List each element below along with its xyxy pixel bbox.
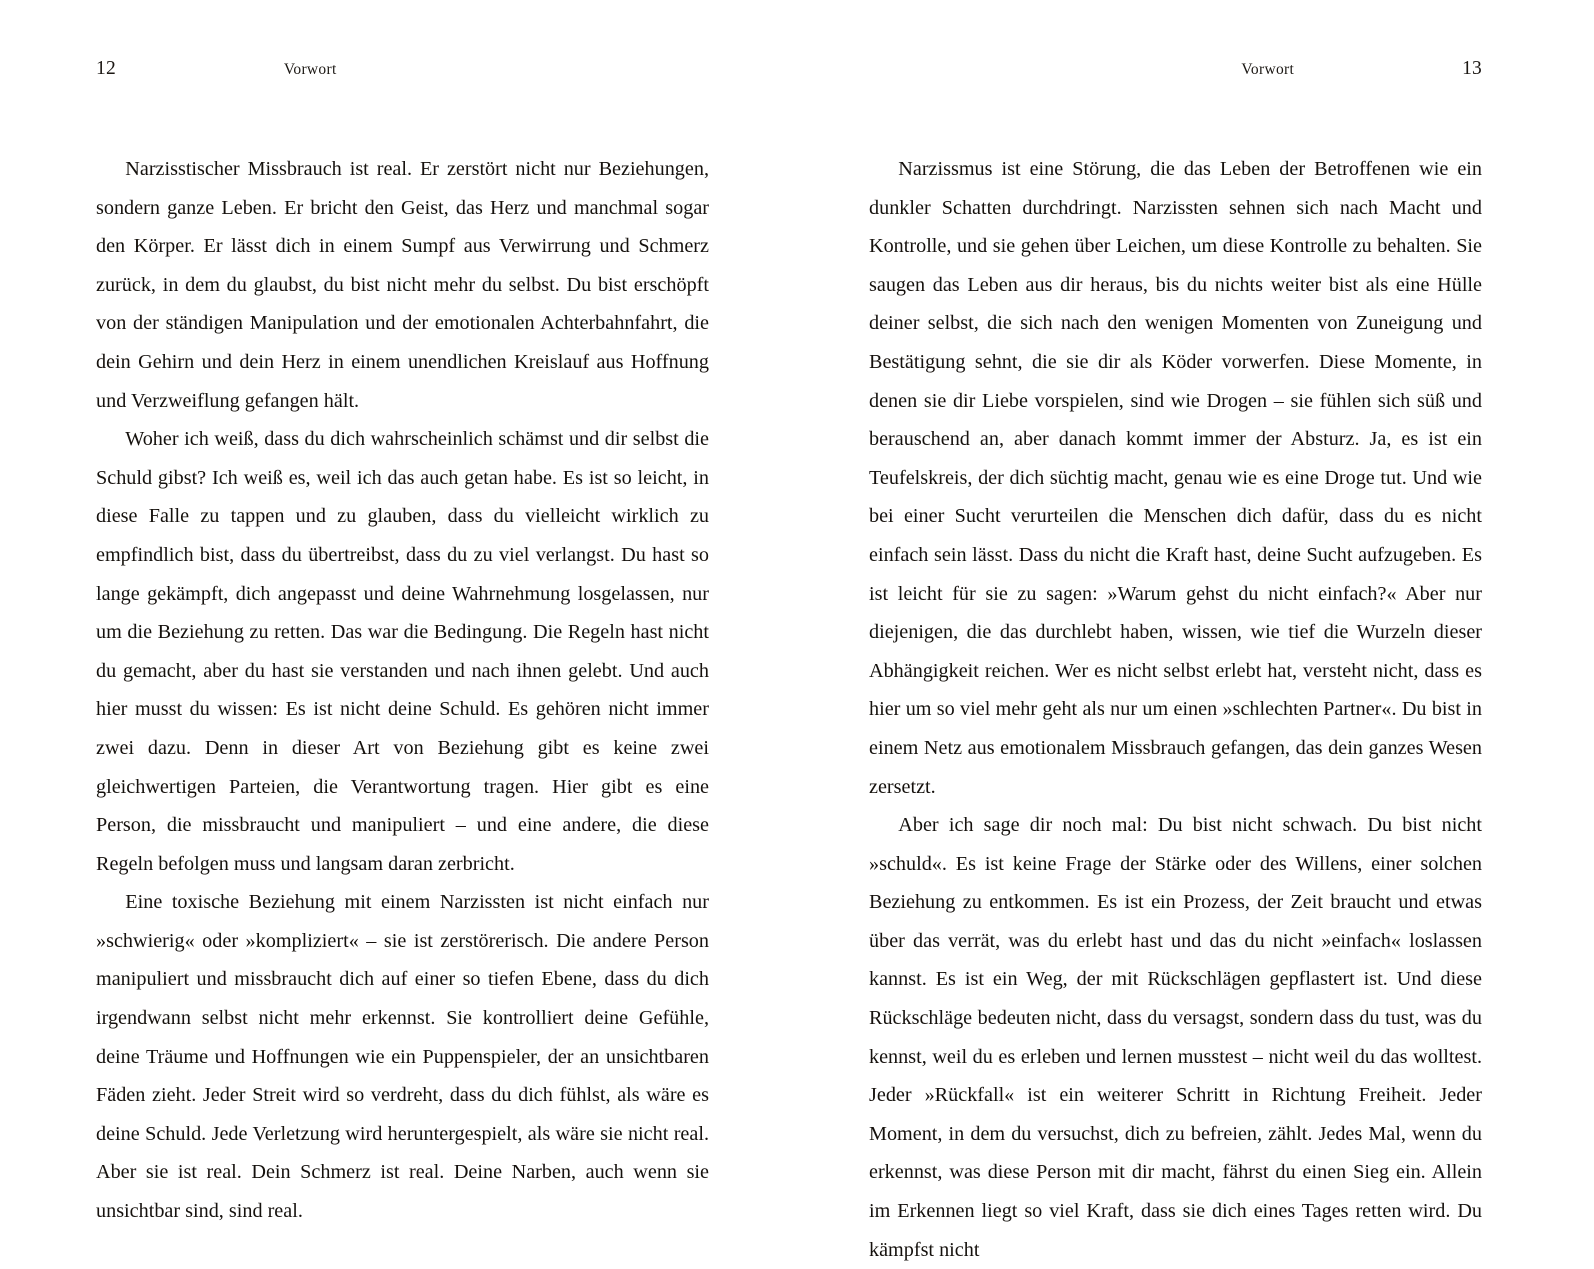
running-head-title-right: Vorwort [1241,61,1295,78]
paragraph: Narzisstischer Missbrauch ist real. Er zerstört nicht nur Beziehungen, sondern ganze Leben. Er bricht den Geist, das Herz und manchmal sogar den Körper. Er lässt dich in einem Sumpf aus Verwirrung und Schmerz zurück, in dem du glaubst, du bist nicht mehr du selbst. Du bist erschöpft von der ständigen Manipulation und der emotionalen Achterbahnfahrt, die dein Gehirn und dein Herz in einem unendlichen Kreislauf aus Hoffnung und Verzweiflung gefangen hält. [96,158,709,412]
running-head-left [96,58,709,98]
paragraph: Narzissmus ist eine Störung, die das Leben der Betroffenen wie ein dunkler Schatten durchdringt. Narzissten sehnen sich nach Macht und Kontrolle, und sie gehen über Leichen, um diese Kontrolle zu behalten. Sie saugen das Leben aus dir heraus, bis du nichts weiter bist als eine Hülle deiner selbst, die sich nach den wenigen Momenten von Zuneigung und Bestätigung sehnt, die sie dir als Köder vorwerfen. Diese Momente, in denen sie dir Liebe vorspielen, sind wie Drogen – sie fühlen sich süß und berauschend an, aber danach kommt immer der Absturz. Ja, es ist ein Teufelskreis, der dich süchtig macht, genau wie es eine Droge tut. Und wie bei einer Sucht verurteilen die Menschen dich dafür, dass du es nicht einfach sein lässt. Dass du nicht die Kraft hast, deine Sucht aufzugeben. Es ist leicht für sie zu sagen: »Warum gehst du nicht einfach?« Aber nur diejenigen, die das durchlebt haben, wissen, wie tief die Wurzeln dieser Abhängigkeit reichen. Wer es nicht selbst erlebt hat, versteht nicht, dass es hier um so viel mehr geht als nur um einen »schlechten Partner«. Du bist in einem Netz aus emotionalem Missbrauch gefangen, das dein ganzes Wesen zersetzt. [869,158,1482,798]
paragraph: Eine toxische Beziehung mit einem Narzissten ist nicht einfach nur »schwierig« oder »kompliziert« – sie ist zerstörerisch. Die andere Person manipuliert und missbraucht dich auf einer so tiefen Ebene, dass du dich irgendwann selbst nicht mehr erkennst. Sie kontrolliert deine Gefühle, deine Träume und Hoffnungen wie ein Puppenspieler, der an unsichtbaren Fäden zieht. Jeder Streit wird so verdreht, dass du dich fühlst, als wäre es deine Schuld. Jede Verletzung wird heruntergespielt, als wäre sie nicht real. Aber sie ist real. Dein Schmerz ist real. Deine Narben, auch wenn sie unsichtbar sind, sind real. [96,891,709,1223]
running-head-title-left: Vorwort [283,61,337,78]
body-text-right [869,150,1482,1269]
page-number-left: 12 [96,58,116,79]
body-text-left [96,150,709,1231]
paragraph: Woher ich weiß, dass du dich wahrscheinlich schämst und dir selbst die Schuld gibst? Ich weiß es, weil ich das auch getan habe. Es ist so leicht, in diese Falle zu tappen und zu glauben, dass du vielleicht wirklich zu empfindlich bist, dass du übertreibst, dass du zu viel verlangst. Du hast so lange gekämpft, dich angepasst und deine Wahrnehmung losgelassen, nur um die Beziehung zu retten. Das war die Bedingung. Die Regeln hast nicht du gemacht, aber du hast sie verstanden und nach ihnen gelebt. Und auch hier musst du wissen: Es ist nicht deine Schuld. Es gehören nicht immer zwei dazu. Denn in dieser Art von Beziehung gibt es keine zwei gleichwertigen Parteien, die Verantwortung tragen. Hier gibt es eine Person, die missbraucht und manipuliert – und eine andere, die diese Regeln befolgen muss und langsam daran zerbricht. [96,428,709,875]
running-head-right [869,58,1482,98]
page-number-right: 13 [1462,58,1482,79]
page-right [797,0,1594,1261]
paragraph: Aber ich sage dir noch mal: Du bist nicht schwach. Du bist nicht »schuld«. Es ist keine Frage der Stärke oder des Willens, einer solchen Beziehung zu entkommen. Es ist ein Prozess, der Zeit braucht und etwas über das verrät, was du erlebt hast und das du nicht »einfach« loslassen kannst. Es ist ein Weg, der mit Rückschlägen gepflastert ist. Und diese Rückschläge bedeuten nicht, dass du versagst, sondern dass du tust, was du kennst, weil du es erleben und lernen musstest – nicht weil du das wolltest. Jeder »Rückfall« ist ein weiterer Schritt in Richtung Freiheit. Jeder Moment, in dem du versuchst, dich zu befreien, zählt. Jedes Mal, wenn du erkennst, was diese Person mit dir macht, fährst du einen Sieg ein. Allein im Erkennen liegt so viel Kraft, dass sie dich eines Tages retten wird. Du kämpfst nicht [869,814,1482,1261]
page-left [0,0,797,1240]
